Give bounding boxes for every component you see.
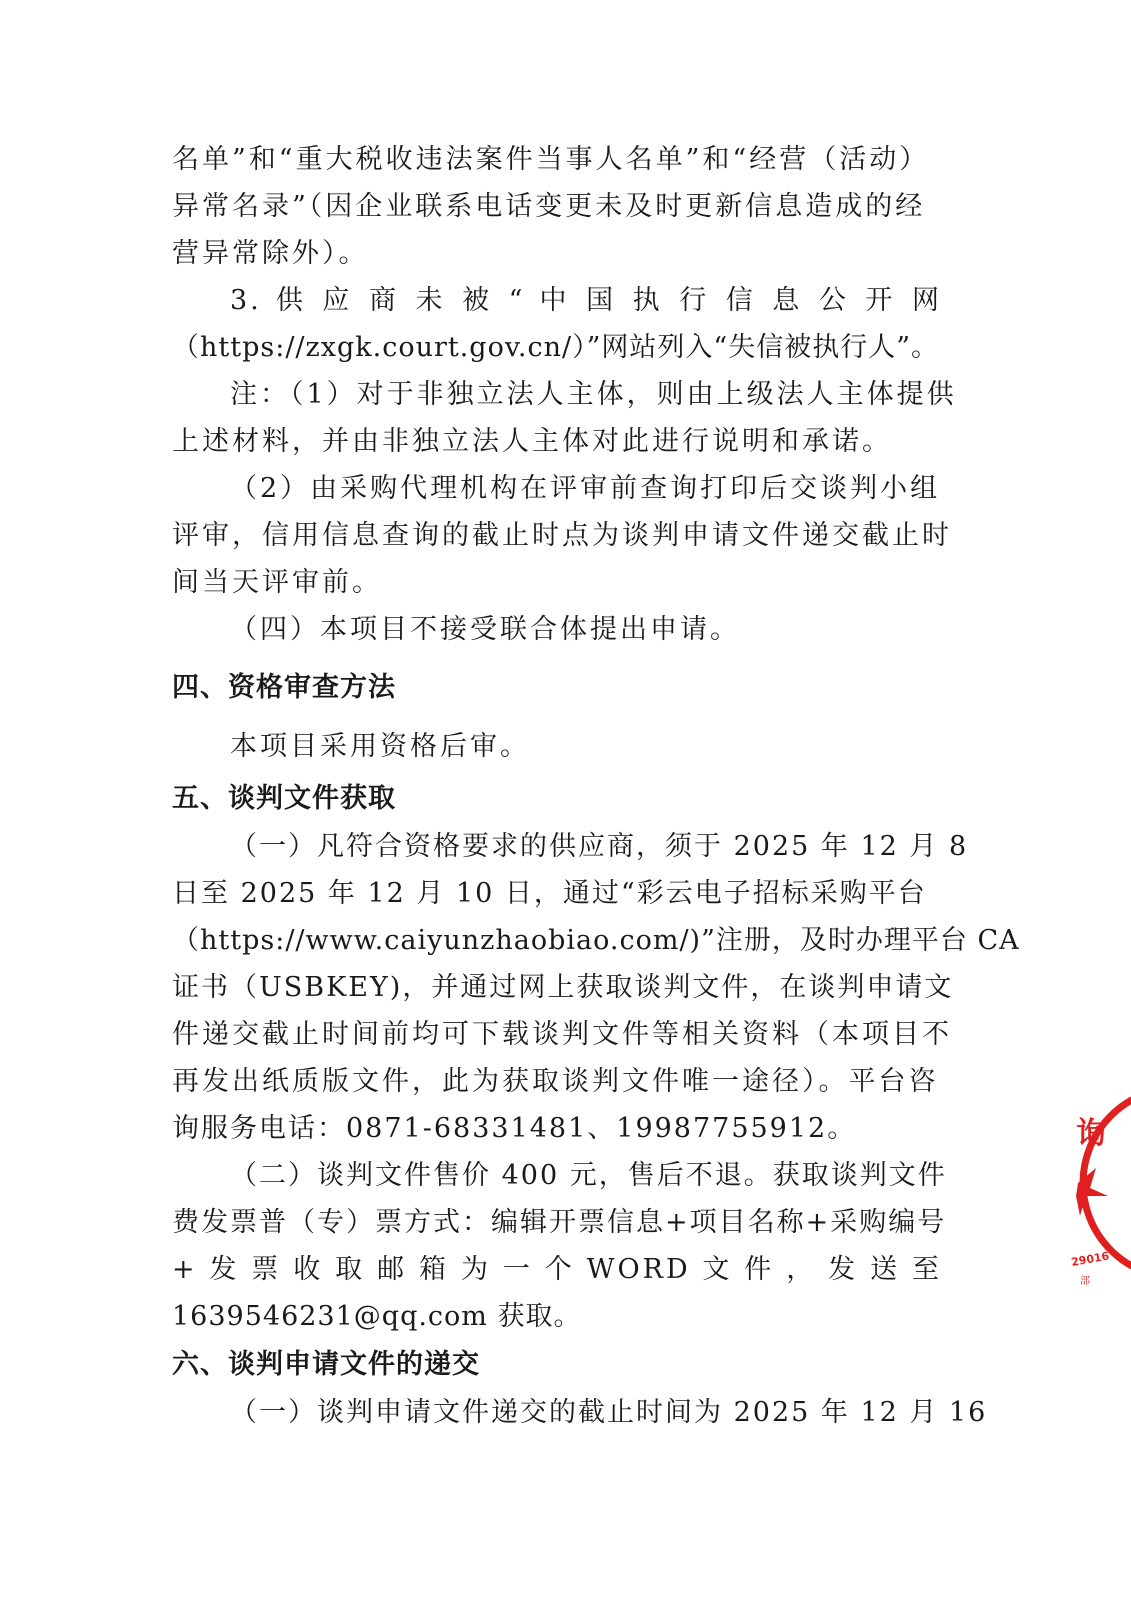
note-line: （2）由采购代理机构在评审前查询打印后交谈判小组 — [230, 473, 941, 504]
paragraph-line: （一）谈判申请文件递交的截止时间为 2025 年 12 月 16 — [230, 1397, 988, 1428]
paragraph-line: 日至 2025 年 12 月 10 日，通过“彩云电子招标采购平台 — [172, 878, 927, 909]
paragraph-line: （https://zxgk.court.gov.cn/）”网站列入“失信被执行人”。 — [172, 332, 939, 363]
paragraph-line: 再发出纸质版文件，此为获取谈判文件唯一途径）。平台咨 — [172, 1066, 939, 1097]
paragraph-line: （https://www.caiyunzhaobiao.com/)”注册，及时办理平台 CA — [172, 925, 1020, 956]
paragraph-line: （二）谈判文件售价 400 元，售后不退。获取谈判文件 — [230, 1160, 947, 1191]
section-heading: 四、资格审查方法 — [172, 672, 396, 703]
paragraph-line: 本项目采用资格后审。 — [230, 731, 530, 762]
seal-text: 询 — [1076, 1116, 1106, 1151]
paragraph-line: + 发 票 收 取 邮 箱 为 一 个 WORD 文 件 ， 发 送 至 — [172, 1254, 942, 1285]
note-line: 注：（1）对于非独立法人主体，则由上级法人主体提供 — [230, 379, 957, 410]
official-seal-icon — [1068, 1088, 1131, 1308]
paragraph-line: 费发票普（专）票方式：编辑开票信息+项目名称+采购编号 — [172, 1207, 947, 1238]
seal-bottom-text: 部 — [1080, 1276, 1090, 1287]
paragraph-line: 名单”和“重大税收违法案件当事人名单”和“经营（活动） — [172, 144, 930, 175]
paragraph-line: （四）本项目不接受联合体提出申请。 — [230, 614, 740, 645]
paragraph-line: 证书（USBKEY)，并通过网上获取谈判文件，在谈判申请文 — [172, 972, 954, 1003]
note-line: 评审，信用信息查询的截止时点为谈判申请文件递交截止时 — [172, 520, 952, 551]
paragraph-line: 询服务电话：0871-68331481、19987755912。 — [172, 1113, 857, 1144]
paragraph-line: 1639546231@qq.com 获取。 — [172, 1301, 582, 1332]
paragraph-line: 件递交截止时间前均可下载谈判文件等相关资料（本项目不 — [172, 1019, 952, 1050]
note-line: 上述材料，并由非独立法人主体对此进行说明和承诺。 — [172, 426, 892, 457]
paragraph-line: 3. 供 应 商 未 被 “ 中 国 执 行 信 息 公 开 网 — [230, 285, 942, 316]
section-heading: 六、谈判申请文件的递交 — [172, 1349, 480, 1380]
paragraph-line: 营异常除外）。 — [172, 238, 369, 269]
note-line: 间当天评审前。 — [172, 567, 382, 598]
seal-number: 29016 — [1070, 1249, 1111, 1269]
paragraph-line: 异常名录”（因企业联系电话变更未及时更新信息造成的经 — [172, 191, 926, 222]
paragraph-line: （一）凡符合资格要求的供应商，须于 2025 年 12 月 8 — [230, 831, 969, 862]
section-heading: 五、谈判文件获取 — [172, 783, 396, 814]
